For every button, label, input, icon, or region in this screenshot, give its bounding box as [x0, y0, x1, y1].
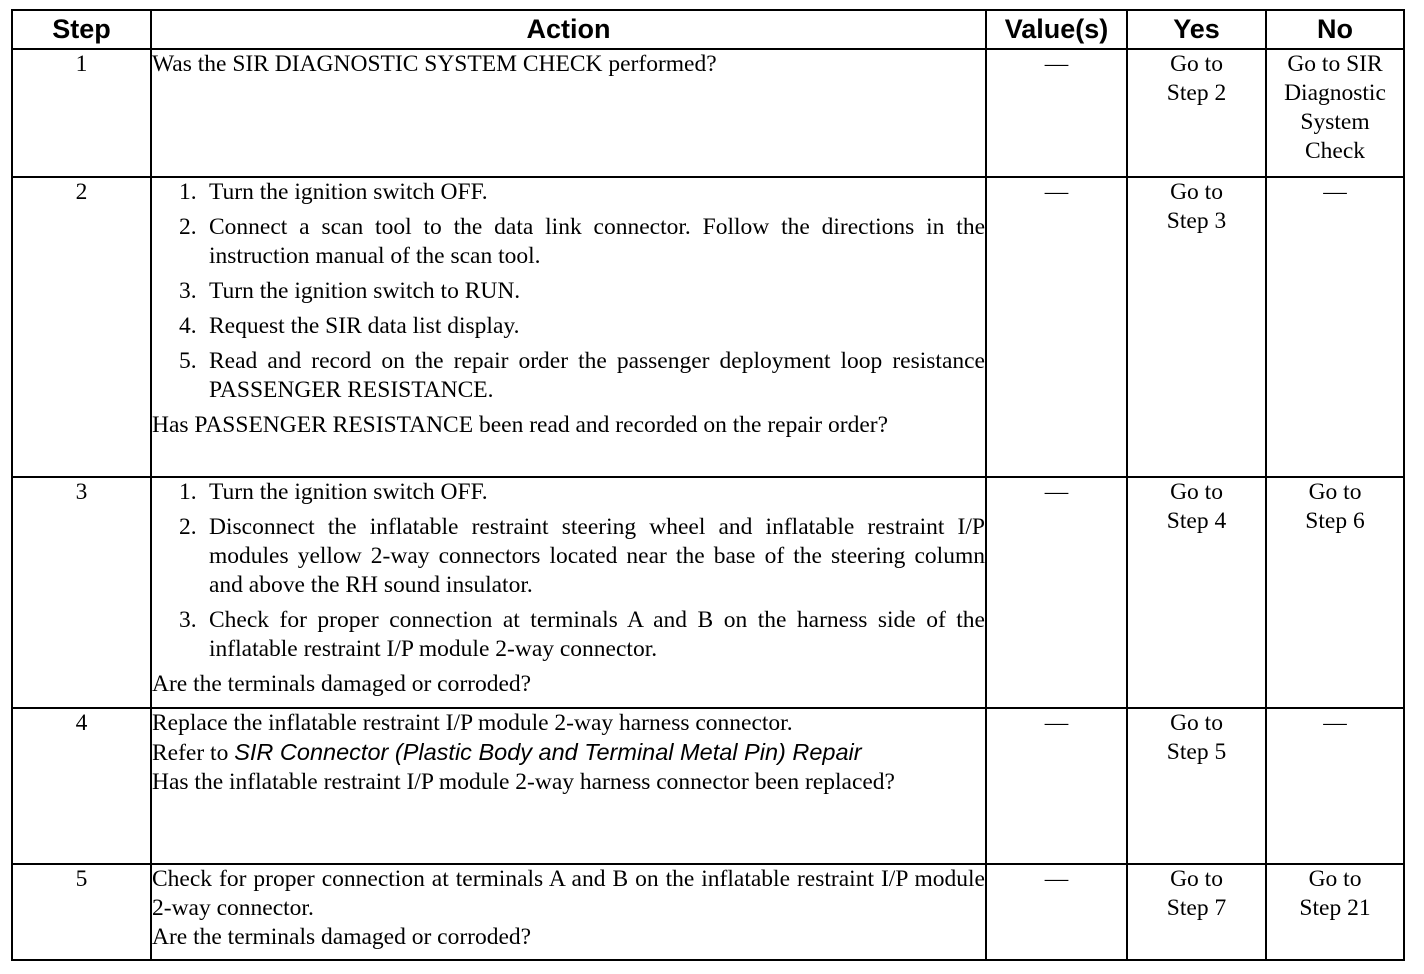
item-text: Read and record on the repair order the passenger deployment loop resistance PASSENGER RESISTANCE.: [209, 348, 985, 403]
action-cell: [151, 708, 986, 864]
item-text: Check for proper connection at terminals A and B on the harness side of the inflatable restraint I/P module 2-way connector.: [209, 607, 985, 662]
list-item: [152, 178, 985, 207]
values-cell: —: [986, 177, 1127, 477]
item-text: Disconnect the inflatable restraint steering wheel and inflatable restraint I/P modules yellow 2-way connectors located near the base of the steering column and above the RH sound insulator.: [209, 514, 985, 598]
no-cell: —: [1266, 177, 1404, 477]
action-cell: [151, 864, 986, 960]
yes-cell: Go to Step 2: [1127, 49, 1266, 177]
header-no: No: [1266, 10, 1404, 49]
yes-cell: Go to Step 5: [1127, 708, 1266, 864]
item-number: 4.: [179, 313, 197, 339]
yes-cell: Go to Step 4: [1127, 477, 1266, 708]
no-cell: —: [1266, 708, 1404, 864]
no-cell: Go to Step 6: [1266, 477, 1404, 708]
yes-cell: Go to Step 7: [1127, 864, 1266, 960]
values-cell: —: [986, 477, 1127, 708]
item-number: 3.: [179, 607, 197, 633]
step-number: 1: [12, 49, 151, 177]
no-cell: Go to Step 21: [1266, 864, 1404, 960]
step-number: 3: [12, 477, 151, 708]
action-instruction: Replace the inflatable restraint I/P module 2-way harness connector.: [152, 710, 793, 736]
list-item: [152, 606, 985, 664]
action-question: Has the inflatable restraint I/P module 2-way harness connector been replaced?: [152, 769, 895, 795]
no-cell: Go to SIR Diagnostic System Check: [1266, 49, 1404, 177]
refer-prefix: Refer to: [152, 740, 235, 766]
table-row: [12, 864, 1404, 960]
action-instruction: Check for proper connection at terminals A and B on the inflatable restraint I/P module 2-way connector.: [152, 866, 985, 921]
list-item: [152, 213, 985, 271]
header-action: Action: [151, 10, 986, 49]
item-number: 1.: [179, 179, 197, 205]
item-text: Turn the ignition switch OFF.: [209, 479, 488, 505]
refer-line: [152, 738, 985, 768]
yes-cell: Go to Step 3: [1127, 177, 1266, 477]
list-item: [152, 312, 985, 341]
values-cell: —: [986, 49, 1127, 177]
table-row: [12, 708, 1404, 864]
action-cell: [151, 49, 986, 177]
action-steps-list: [152, 178, 985, 405]
step-number: 4: [12, 708, 151, 864]
list-item: [152, 347, 985, 405]
step-number: 2: [12, 177, 151, 477]
item-number: 1.: [179, 479, 197, 505]
values-cell: —: [986, 864, 1127, 960]
action-cell: [151, 477, 986, 708]
list-item: [152, 478, 985, 507]
action-question: Has PASSENGER RESISTANCE been read and recorded on the repair order?: [152, 412, 889, 438]
table-row: [12, 477, 1404, 708]
item-number: 5.: [179, 348, 197, 374]
item-text: Request the SIR data list display.: [209, 313, 520, 339]
header-values: Value(s): [986, 10, 1127, 49]
header-row: [12, 10, 1404, 49]
list-item: [152, 277, 985, 306]
refer-link[interactable]: SIR Connector (Plastic Body and Terminal Metal Pin) Repair: [234, 739, 862, 765]
action-question: Are the terminals damaged or corroded?: [152, 671, 532, 697]
item-text: Connect a scan tool to the data link connector. Follow the directions in the instruction manual of the scan tool.: [209, 214, 985, 269]
action-steps-list: [152, 478, 985, 664]
action-question: Are the terminals damaged or corroded?: [152, 924, 532, 950]
action-question: Was the SIR DIAGNOSTIC SYSTEM CHECK performed?: [152, 51, 717, 77]
item-number: 2.: [179, 514, 197, 540]
table-row: [12, 177, 1404, 477]
item-number: 2.: [179, 214, 197, 240]
step-number: 5: [12, 864, 151, 960]
action-cell: [151, 177, 986, 477]
table-row: [12, 49, 1404, 177]
item-text: Turn the ignition switch to RUN.: [209, 278, 521, 304]
values-cell: —: [986, 708, 1127, 864]
header-step: Step: [12, 10, 151, 49]
header-yes: Yes: [1127, 10, 1266, 49]
item-number: 3.: [179, 278, 197, 304]
diagnostic-table: [11, 9, 1405, 961]
item-text: Turn the ignition switch OFF.: [209, 179, 488, 205]
list-item: [152, 513, 985, 600]
